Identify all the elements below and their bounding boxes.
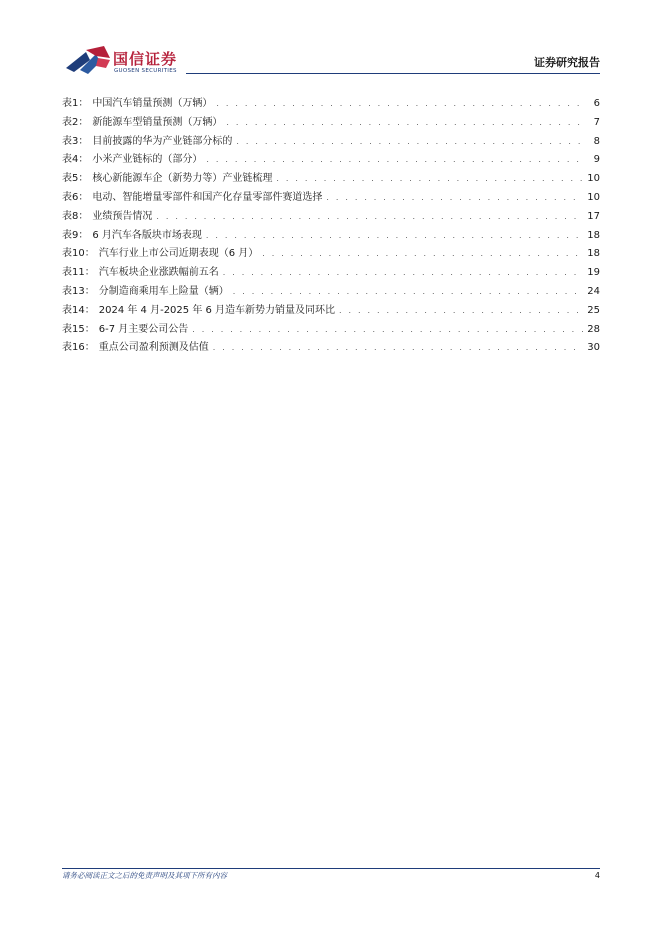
toc-entry-text: 6 月汽车各版块市场表现 [92, 229, 202, 241]
toc-entry-text: 汽车板块企业涨跌幅前五名 [98, 267, 219, 279]
toc-entry-title[interactable] [62, 320, 188, 335]
toc-entry[interactable] [62, 94, 600, 113]
toc-entry-number: 表10： [62, 248, 95, 260]
toc-entry-number: 表3： [62, 135, 89, 147]
toc-entry-number: 表8： [62, 210, 89, 222]
toc-entry-text: 6-7 月主要公司公告 [98, 323, 189, 335]
toc-leader-dots [213, 343, 584, 352]
toc-entry-text: 目前披露的华为产业链部分标的 [92, 135, 233, 147]
toc-entry-number: 表4： [62, 154, 89, 166]
toc-leader-dots [236, 137, 584, 146]
toc-leader-dots [339, 306, 583, 315]
toc-entry-page: 28 [587, 323, 600, 335]
toc-entry-text: 重点公司盈利预测及估值 [98, 342, 209, 354]
toc-leader-dots [276, 174, 583, 183]
report-type-label: 证券研究报告 [534, 56, 600, 69]
toc-entry-page: 19 [587, 267, 600, 279]
toc-entry-title[interactable] [62, 169, 272, 184]
toc-entry-page: 10 [587, 191, 600, 203]
toc-entry-page: 17 [587, 210, 600, 222]
toc-entry-title[interactable] [62, 207, 152, 222]
toc-entry-text: 电动、智能增量零部件和国产化存量零部件赛道选择 [92, 191, 323, 203]
header-divider [186, 73, 600, 74]
toc-leader-dots [206, 155, 584, 164]
toc-entry-title[interactable] [62, 132, 232, 147]
toc-entry-number: 表6： [62, 191, 89, 203]
toc-entry[interactable] [62, 263, 600, 282]
logo-chinese-name: 国信证券 [113, 50, 178, 68]
table-of-contents [62, 94, 600, 357]
toc-entry[interactable] [62, 338, 600, 357]
toc-leader-dots [326, 193, 583, 202]
toc-entry-title[interactable] [62, 150, 202, 165]
toc-entry-page: 10 [587, 173, 600, 185]
toc-entry[interactable] [62, 169, 600, 188]
toc-entry-text: 业绩预告情况 [92, 210, 153, 222]
toc-entry-number: 表2： [62, 116, 89, 128]
toc-entry-title[interactable] [62, 113, 222, 128]
toc-entry[interactable] [62, 188, 600, 207]
toc-entry[interactable] [62, 320, 600, 339]
toc-entry-number: 表9： [62, 229, 89, 241]
toc-entry[interactable] [62, 132, 600, 151]
toc-leader-dots [226, 118, 584, 127]
toc-entry-page: 25 [587, 304, 600, 316]
toc-entry-page: 30 [587, 342, 600, 354]
toc-entry[interactable] [62, 301, 600, 320]
logo-english-name: GUOSEN SECURITIES [114, 68, 177, 74]
toc-entry-text: 中国汽车销量预测（万辆） [92, 98, 213, 109]
toc-entry[interactable] [62, 244, 600, 263]
toc-entry[interactable] [62, 207, 600, 226]
toc-leader-dots [233, 287, 584, 296]
toc-entry-text: 2024 年 4 月-2025 年 6 月造车新势力销量及同环比 [98, 304, 336, 316]
footer-divider [62, 868, 600, 869]
toc-entry[interactable] [62, 226, 600, 245]
toc-entry-text: 汽车行业上市公司近期表现（6 月） [98, 248, 259, 260]
toc-entry-title[interactable] [62, 188, 322, 203]
toc-entry-page: 24 [587, 285, 600, 297]
toc-entry-page: 7 [593, 116, 600, 128]
toc-entry-number: 表13： [62, 285, 95, 297]
toc-entry-text: 新能源车型销量预测（万辆） [92, 116, 223, 128]
page-number: 4 [594, 871, 600, 880]
toc-leader-dots [223, 268, 584, 277]
toc-entry-page: 8 [593, 135, 600, 147]
toc-leader-dots [206, 231, 583, 240]
toc-entry-number: 表1： [62, 98, 89, 109]
toc-entry-number: 表15： [62, 323, 95, 335]
toc-entry-text: 核心新能源车企（新势力等）产业链梳理 [92, 173, 273, 185]
toc-entry-title[interactable] [62, 94, 212, 109]
toc-entry-title[interactable] [62, 263, 219, 278]
toc-entry-page: 6 [593, 98, 600, 109]
toc-entry-title[interactable] [62, 338, 209, 353]
company-logo [66, 44, 186, 80]
toc-leader-dots [192, 325, 583, 334]
toc-entry-title[interactable] [62, 301, 335, 316]
toc-entry-number: 表11： [62, 267, 95, 279]
toc-entry[interactable] [62, 150, 600, 169]
toc-entry-number: 表16： [62, 342, 95, 354]
toc-leader-dots [156, 212, 583, 221]
toc-entry-number: 表14： [62, 304, 95, 316]
toc-leader-dots [216, 99, 584, 108]
toc-entry-text: 分制造商乘用车上险量（辆） [98, 285, 229, 297]
toc-entry-title[interactable] [62, 244, 258, 259]
footer-disclaimer: 请务必阅读正文之后的免责声明及其项下所有内容 [62, 871, 227, 880]
toc-entry-title[interactable] [62, 282, 229, 297]
toc-entry[interactable] [62, 113, 600, 132]
toc-entry-number: 表5： [62, 173, 89, 185]
toc-entry-page: 9 [593, 154, 600, 166]
guosen-logo-icon [66, 46, 110, 76]
toc-entry[interactable] [62, 282, 600, 301]
toc-entry-page: 18 [587, 248, 600, 260]
toc-entry-title[interactable] [62, 226, 202, 241]
toc-leader-dots [262, 249, 583, 258]
toc-entry-text: 小米产业链标的（部分） [92, 154, 203, 166]
toc-entry-page: 18 [587, 229, 600, 241]
